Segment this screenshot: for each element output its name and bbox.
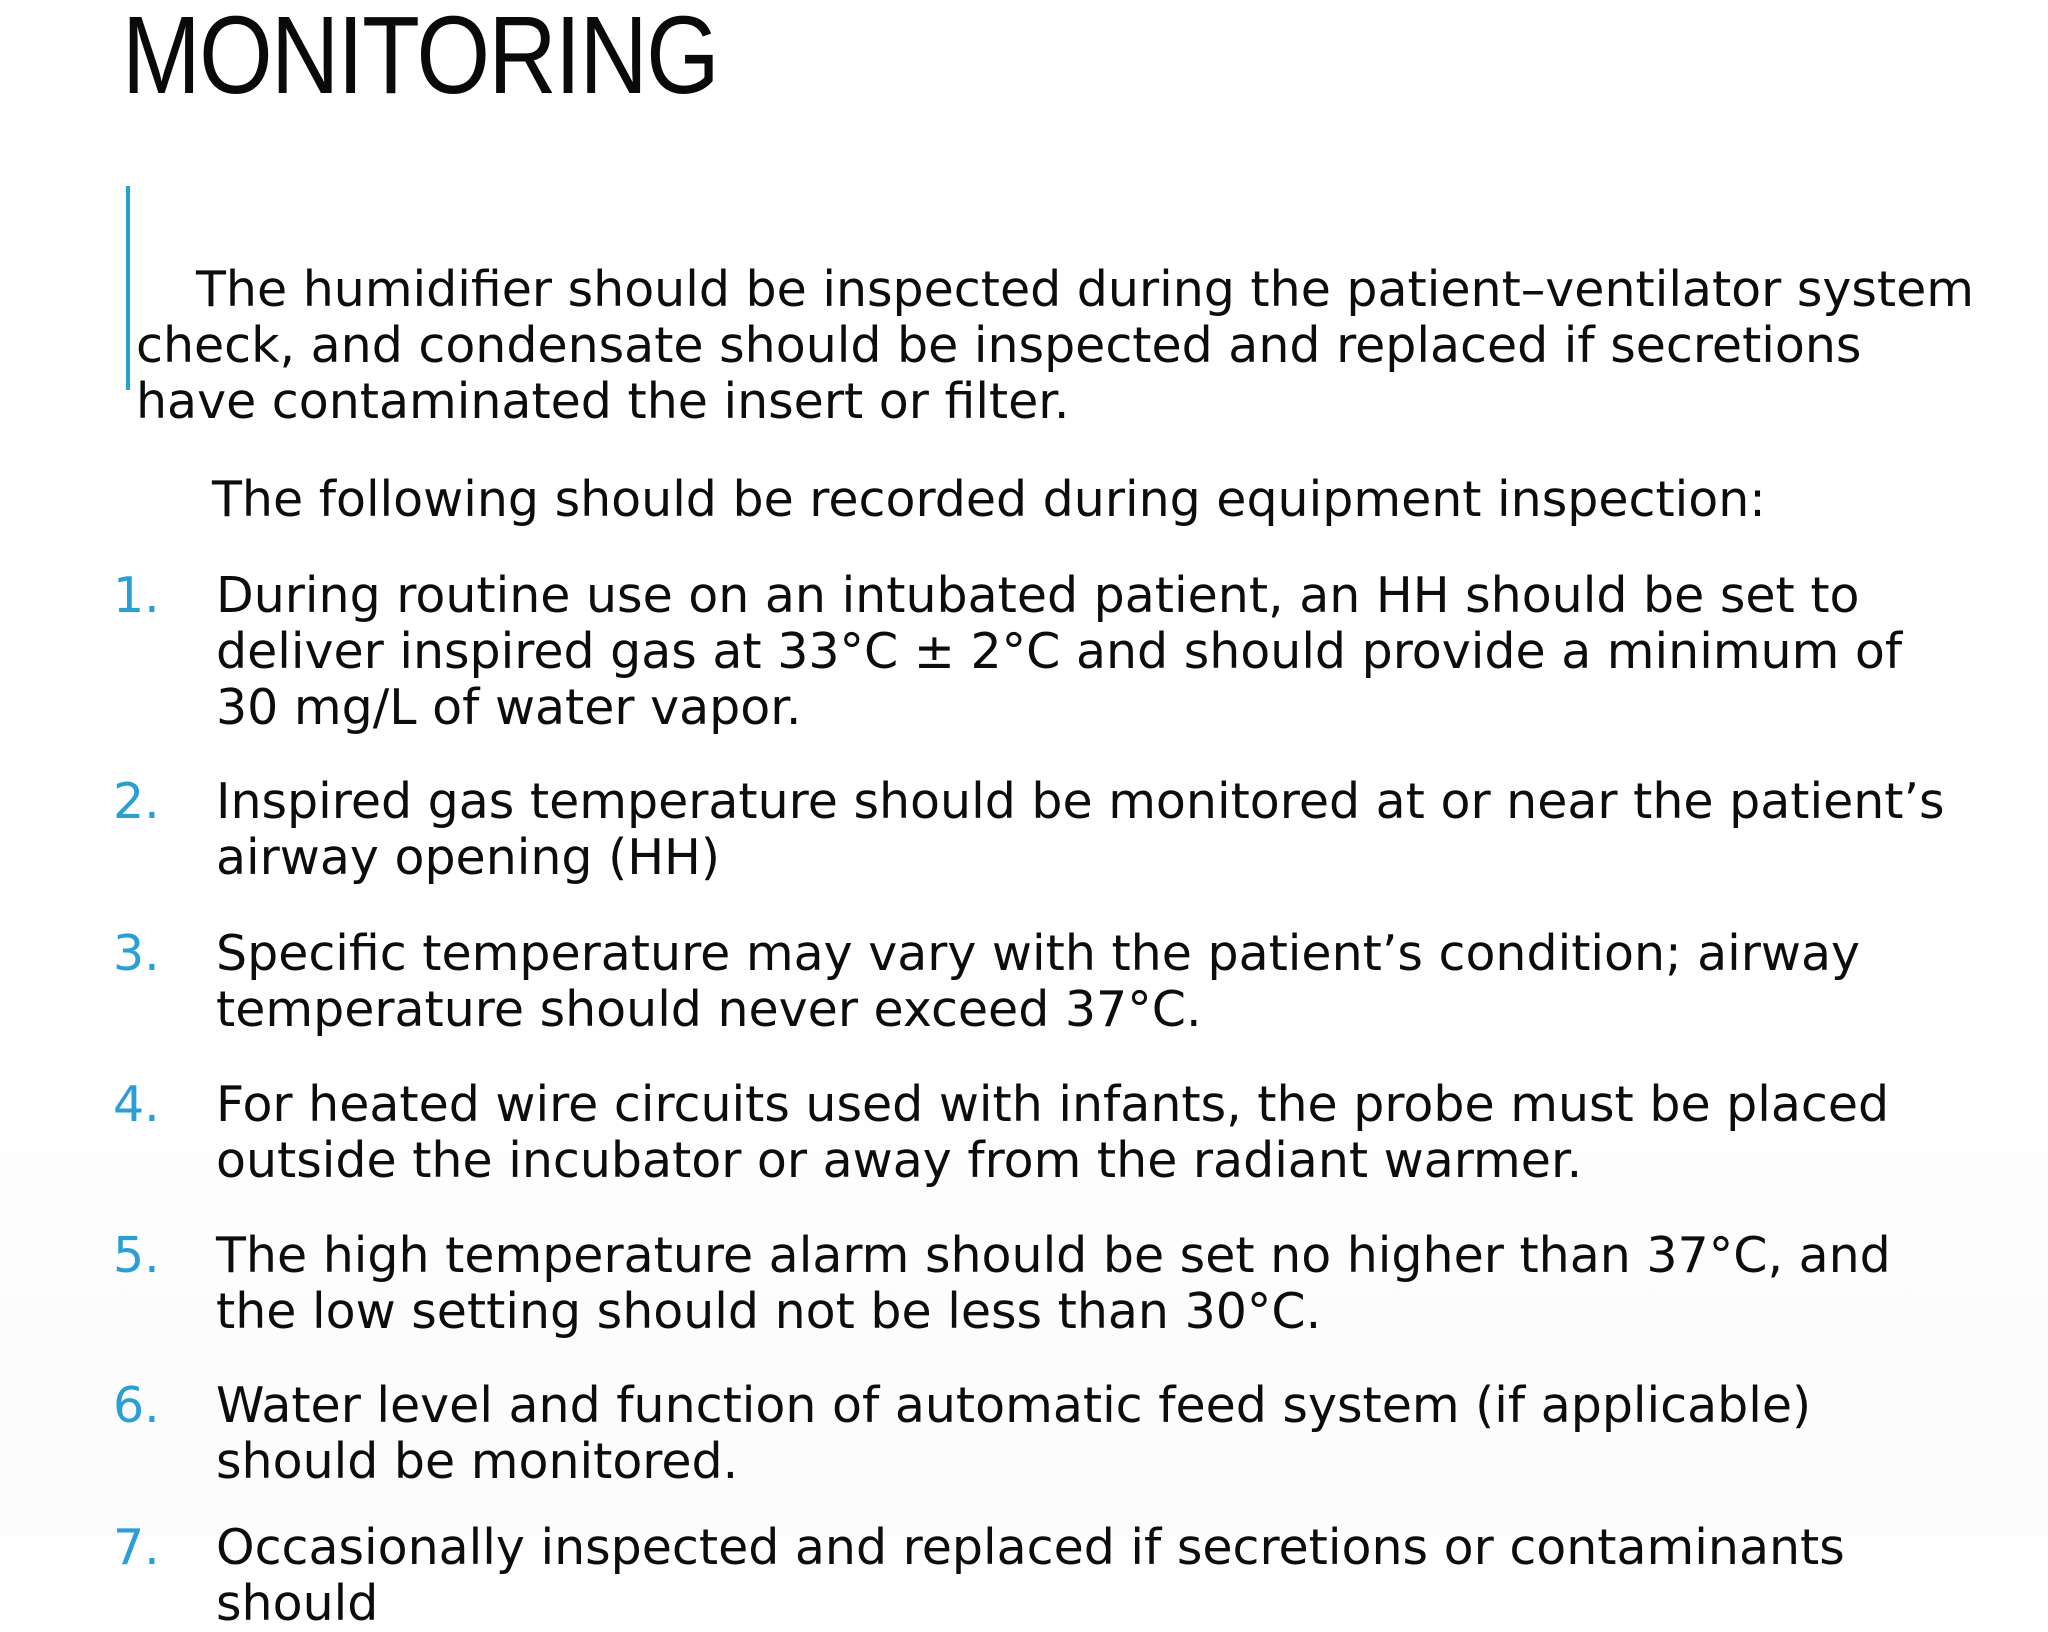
lead-paragraph: The following should be recorded during equipment inspection: <box>212 471 1766 528</box>
accent-bar <box>126 186 130 390</box>
intro-paragraph: The humidifier should be inspected during the patient–ventilator system check, and condensate should be inspected and replaced if secretions have contaminated the insert or filter. <box>136 261 1975 430</box>
list-item-number: 1. <box>113 567 160 624</box>
slide-title: MONITORING <box>122 0 718 117</box>
list-item-number: 4. <box>113 1076 160 1133</box>
list-item-text: Specific temperature may vary with the patient’s condition; airway temperature should never exceed 37°C. <box>216 925 1861 1038</box>
list-item-text: Inspired gas temperature should be monitored at or near the patient’s airway opening (HH) <box>216 773 1945 886</box>
list-item-number: 3. <box>113 925 160 982</box>
list-item-number: 2. <box>113 773 160 830</box>
list-item-number: 6. <box>113 1377 160 1434</box>
list-item-number: 7. <box>113 1519 160 1576</box>
list-item-text: During routine use on an intubated patient, an HH should be set to deliver inspired gas at 33°C ± 2°C and should provide a minimum of 30 mg/L of water vapor. <box>216 567 1903 736</box>
list-item-text: Occasionally inspected and replaced if secretions or contaminants should <box>216 1519 1845 1632</box>
list-item-number: 5. <box>113 1227 160 1284</box>
list-item-text: The high temperature alarm should be set no higher than 37°C, and the low setting should not be less than 30°C. <box>216 1227 1891 1340</box>
list-item-text: Water level and function of automatic feed system (if applicable) should be monitored. <box>216 1377 1812 1490</box>
list-item-text: For heated wire circuits used with infants, the probe must be placed outside the incubator or away from the radiant warmer. <box>216 1076 1890 1189</box>
